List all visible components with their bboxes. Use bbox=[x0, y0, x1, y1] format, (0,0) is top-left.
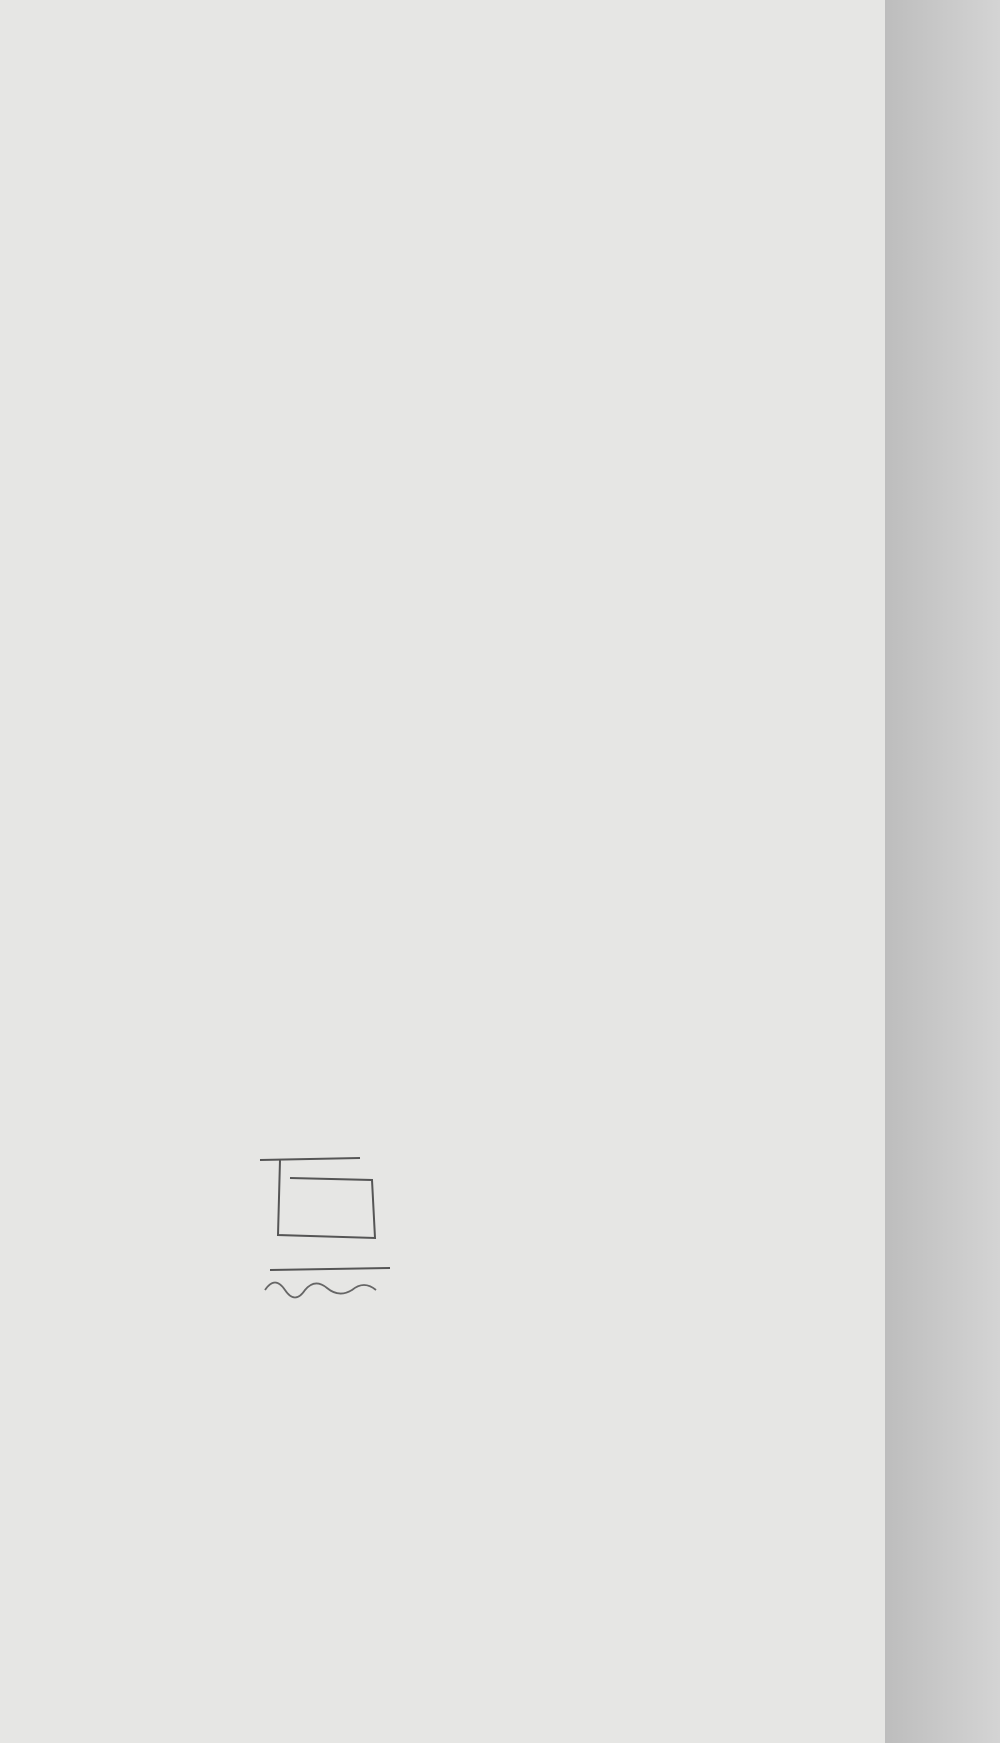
handwritten-scribble bbox=[240, 1150, 420, 1300]
answer-key-content bbox=[128, 2, 868, 6]
watermark-logo bbox=[818, 1680, 988, 1738]
page-edge-shadow bbox=[885, 0, 1000, 1743]
